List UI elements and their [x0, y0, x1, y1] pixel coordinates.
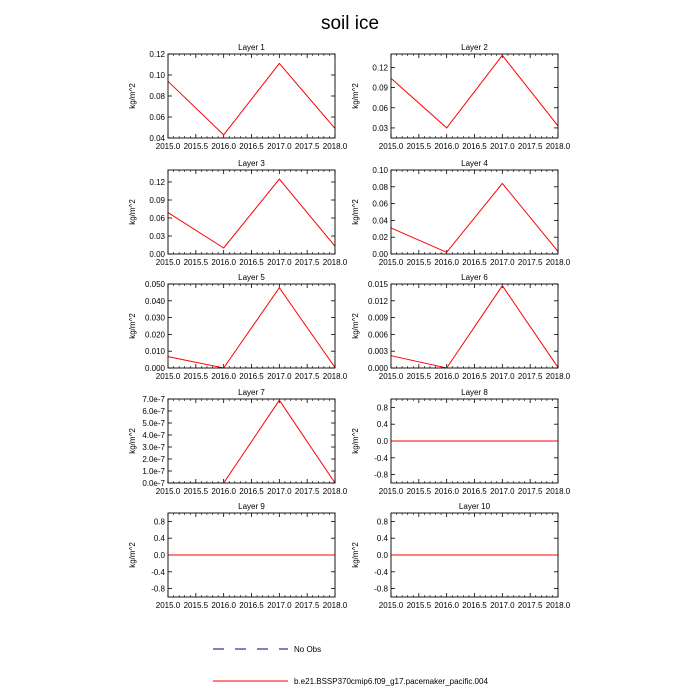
y-tick-label: 0.030	[144, 313, 165, 323]
series-line	[168, 179, 335, 248]
y-tick-label: 0.06	[372, 199, 388, 209]
x-tick-label: 2015.5	[406, 487, 432, 496]
x-tick-label: 2018.0	[545, 487, 571, 496]
x-tick-label: 2017.0	[267, 372, 292, 381]
x-tick-label: 2017.0	[490, 487, 515, 496]
x-tick-label: 2017.0	[267, 601, 292, 610]
x-tick-label: 2015.5	[183, 372, 209, 381]
y-tick-label: 0.003	[367, 347, 388, 357]
x-tick-label: 2017.5	[517, 258, 543, 267]
panel-title: Layer 3	[238, 159, 265, 168]
x-tick-label: 2015.0	[378, 142, 404, 151]
y-axis-label: kg/m^2	[351, 83, 360, 109]
x-tick-label: 2016.0	[211, 142, 236, 151]
legend	[213, 645, 488, 686]
y-tick-label: 0.06	[372, 103, 388, 113]
x-tick-label: 2016.0	[434, 601, 459, 610]
x-tick-label: 2015.5	[406, 372, 432, 381]
panel-2	[351, 43, 571, 151]
x-tick-label: 2015.5	[183, 487, 209, 496]
x-tick-label: 2018.0	[545, 372, 571, 381]
y-tick-label: 0.00	[149, 250, 165, 259]
y-tick-label: 0.040	[144, 296, 165, 306]
y-axis-label: kg/m^2	[128, 83, 137, 109]
x-tick-label: 2017.5	[294, 142, 320, 151]
y-axis-label: kg/m^2	[128, 199, 137, 225]
x-tick-label: 2016.0	[434, 258, 459, 267]
y-tick-label: 0.12	[372, 63, 388, 73]
y-tick-label: -0.8	[374, 470, 388, 480]
y-tick-label: -0.4	[374, 567, 388, 577]
y-tick-label: 0.009	[367, 313, 388, 323]
y-tick-label: 0.12	[149, 50, 165, 59]
y-tick-label: 0.006	[367, 330, 388, 340]
x-tick-label: 2016.5	[462, 372, 487, 381]
plot-frame	[391, 54, 558, 138]
x-tick-label: 2015.5	[406, 601, 432, 610]
panel-title: Layer 9	[238, 502, 265, 511]
y-tick-label: 0.06	[149, 214, 165, 223]
y-tick-label: 0.4	[376, 534, 388, 544]
y-tick-label: 6.0e-7	[142, 407, 165, 416]
x-tick-label: 2017.5	[294, 601, 320, 610]
y-tick-label: 2.0e-7	[142, 455, 165, 464]
x-tick-label: 2016.0	[211, 372, 236, 381]
y-tick-label: 0.0e-7	[142, 479, 165, 488]
y-tick-label: 0.0	[376, 551, 388, 560]
y-axis-label: kg/m^2	[351, 199, 360, 225]
x-tick-label: 2017.5	[294, 487, 320, 496]
x-tick-label: 2017.0	[490, 601, 515, 610]
x-tick-label: 2016.0	[211, 258, 236, 267]
y-axis-label: kg/m^2	[351, 428, 360, 454]
y-tick-label: 0.10	[372, 166, 388, 175]
panel-title: Layer 10	[458, 502, 491, 511]
y-tick-label: 7.0e-7	[142, 395, 165, 404]
y-tick-label: 0.09	[149, 196, 165, 205]
x-tick-label: 2017.5	[294, 258, 320, 267]
x-tick-label: 2018.0	[545, 142, 571, 151]
panel-title: Layer 7	[238, 388, 265, 397]
y-axis-label: kg/m^2	[128, 428, 137, 454]
x-tick-label: 2015.0	[155, 601, 181, 610]
y-tick-label: 0.02	[372, 233, 388, 243]
y-tick-label: 0.050	[144, 280, 165, 289]
panel-6	[351, 273, 571, 381]
y-tick-label: 0.012	[367, 296, 388, 306]
x-tick-label: 2015.5	[183, 601, 209, 610]
y-axis-label: kg/m^2	[128, 313, 137, 339]
x-tick-label: 2017.5	[517, 372, 543, 381]
panel-4	[351, 159, 571, 267]
y-tick-label: 0.04	[372, 216, 388, 226]
x-tick-label: 2016.0	[434, 142, 459, 151]
y-tick-label: 0.4	[376, 420, 388, 430]
y-axis-label: kg/m^2	[351, 313, 360, 339]
x-tick-label: 2018.0	[545, 601, 571, 610]
plot-frame	[391, 170, 558, 254]
panel-5	[128, 273, 348, 381]
series-line	[168, 63, 335, 134]
y-tick-label: 0.04	[149, 134, 165, 143]
x-tick-label: 2016.5	[239, 258, 264, 267]
panel-1	[128, 43, 348, 151]
x-tick-label: 2017.0	[490, 142, 515, 151]
y-tick-label: 0.000	[367, 364, 388, 373]
y-tick-label: 4.0e-7	[142, 431, 165, 440]
plot-frame	[168, 170, 335, 254]
y-tick-label: 0.06	[149, 113, 165, 122]
x-tick-label: 2016.5	[239, 601, 264, 610]
panel-title: Layer 6	[461, 273, 488, 282]
y-tick-label: 0.020	[144, 330, 165, 340]
y-tick-label: -0.4	[374, 453, 388, 463]
x-tick-label: 2016.5	[239, 142, 264, 151]
series-line	[168, 400, 335, 483]
x-tick-label: 2016.0	[211, 487, 236, 496]
panel-title: Layer 2	[461, 43, 488, 52]
series-line	[391, 183, 558, 252]
y-axis-label: kg/m^2	[128, 542, 137, 568]
panel-title: Layer 5	[238, 273, 265, 282]
y-tick-label: 0.0	[153, 551, 165, 560]
x-tick-label: 2015.0	[378, 258, 404, 267]
y-tick-label: 0.09	[372, 83, 388, 93]
panel-title: Layer 4	[461, 159, 488, 168]
panels-grid	[128, 43, 571, 610]
y-tick-label: 0.0	[376, 437, 388, 446]
x-tick-label: 2017.5	[517, 487, 543, 496]
x-tick-label: 2018.0	[322, 372, 348, 381]
x-tick-label: 2016.5	[462, 258, 487, 267]
y-tick-label: -0.8	[374, 584, 388, 594]
x-tick-label: 2018.0	[322, 258, 348, 267]
panel-title: Layer 1	[238, 43, 265, 52]
y-tick-label: 0.4	[153, 534, 165, 544]
x-tick-label: 2015.0	[378, 372, 404, 381]
x-tick-label: 2015.5	[183, 142, 209, 151]
x-tick-label: 2015.0	[155, 372, 181, 381]
panel-9	[128, 502, 348, 610]
x-tick-label: 2015.5	[183, 258, 209, 267]
legend-obs-label: No Obs	[294, 645, 322, 654]
x-tick-label: 2016.0	[434, 487, 459, 496]
plot-frame	[168, 54, 335, 138]
x-tick-label: 2016.0	[434, 372, 459, 381]
panel-title: Layer 8	[461, 388, 488, 397]
panel-10	[351, 502, 571, 610]
x-tick-label: 2016.5	[462, 487, 487, 496]
panel-8	[351, 388, 571, 496]
y-tick-label: 0.10	[149, 71, 165, 80]
x-tick-label: 2015.5	[406, 142, 432, 151]
y-tick-label: -0.8	[151, 584, 165, 594]
y-tick-label: 0.8	[376, 403, 388, 413]
y-tick-label: 0.12	[149, 178, 165, 187]
x-tick-label: 2015.5	[406, 258, 432, 267]
x-tick-label: 2015.0	[155, 487, 181, 496]
panel-7	[128, 388, 348, 496]
x-tick-label: 2016.5	[462, 601, 487, 610]
series-line	[391, 286, 558, 368]
y-axis-label: kg/m^2	[351, 542, 360, 568]
x-tick-label: 2016.5	[239, 487, 264, 496]
y-tick-label: 0.000	[144, 364, 165, 373]
y-tick-label: 0.08	[372, 182, 388, 192]
x-tick-label: 2015.0	[378, 601, 404, 610]
x-tick-label: 2017.5	[517, 601, 543, 610]
x-tick-label: 2017.0	[267, 258, 292, 267]
x-tick-label: 2017.0	[267, 487, 292, 496]
x-tick-label: 2018.0	[322, 601, 348, 610]
y-tick-label: -0.4	[151, 567, 165, 577]
y-tick-label: 0.00	[372, 250, 388, 259]
x-tick-label: 2016.0	[211, 601, 236, 610]
x-tick-label: 2017.0	[490, 372, 515, 381]
y-tick-label: 1.0e-7	[142, 467, 165, 476]
y-tick-label: 0.03	[149, 232, 165, 241]
x-tick-label: 2017.5	[517, 142, 543, 151]
y-tick-label: 0.8	[376, 517, 388, 527]
plot-frame	[168, 284, 335, 368]
x-tick-label: 2017.0	[490, 258, 515, 267]
y-tick-label: 0.08	[149, 92, 165, 101]
legend-model-label: b.e21.BSSP370cmip6.f09_g17.pacemaker_pacific.004	[294, 677, 488, 686]
x-tick-label: 2016.5	[239, 372, 264, 381]
x-tick-label: 2015.0	[155, 258, 181, 267]
y-tick-label: 5.0e-7	[142, 419, 165, 428]
series-line	[391, 55, 558, 128]
x-tick-label: 2015.0	[378, 487, 404, 496]
y-tick-label: 0.015	[367, 280, 388, 289]
x-tick-label: 2018.0	[545, 258, 571, 267]
x-tick-label: 2015.0	[155, 142, 181, 151]
figure-title: soil ice	[320, 13, 380, 34]
x-tick-label: 2018.0	[322, 487, 348, 496]
y-tick-label: 0.010	[144, 347, 165, 357]
series-line	[168, 288, 335, 368]
y-tick-label: 3.0e-7	[142, 443, 165, 452]
panel-3	[128, 159, 348, 267]
x-tick-label: 2016.5	[462, 142, 487, 151]
y-tick-label: 0.03	[372, 123, 388, 133]
x-tick-label: 2018.0	[322, 142, 348, 151]
x-tick-label: 2017.5	[294, 372, 320, 381]
x-tick-label: 2017.0	[267, 142, 292, 151]
y-tick-label: 0.8	[153, 517, 165, 527]
